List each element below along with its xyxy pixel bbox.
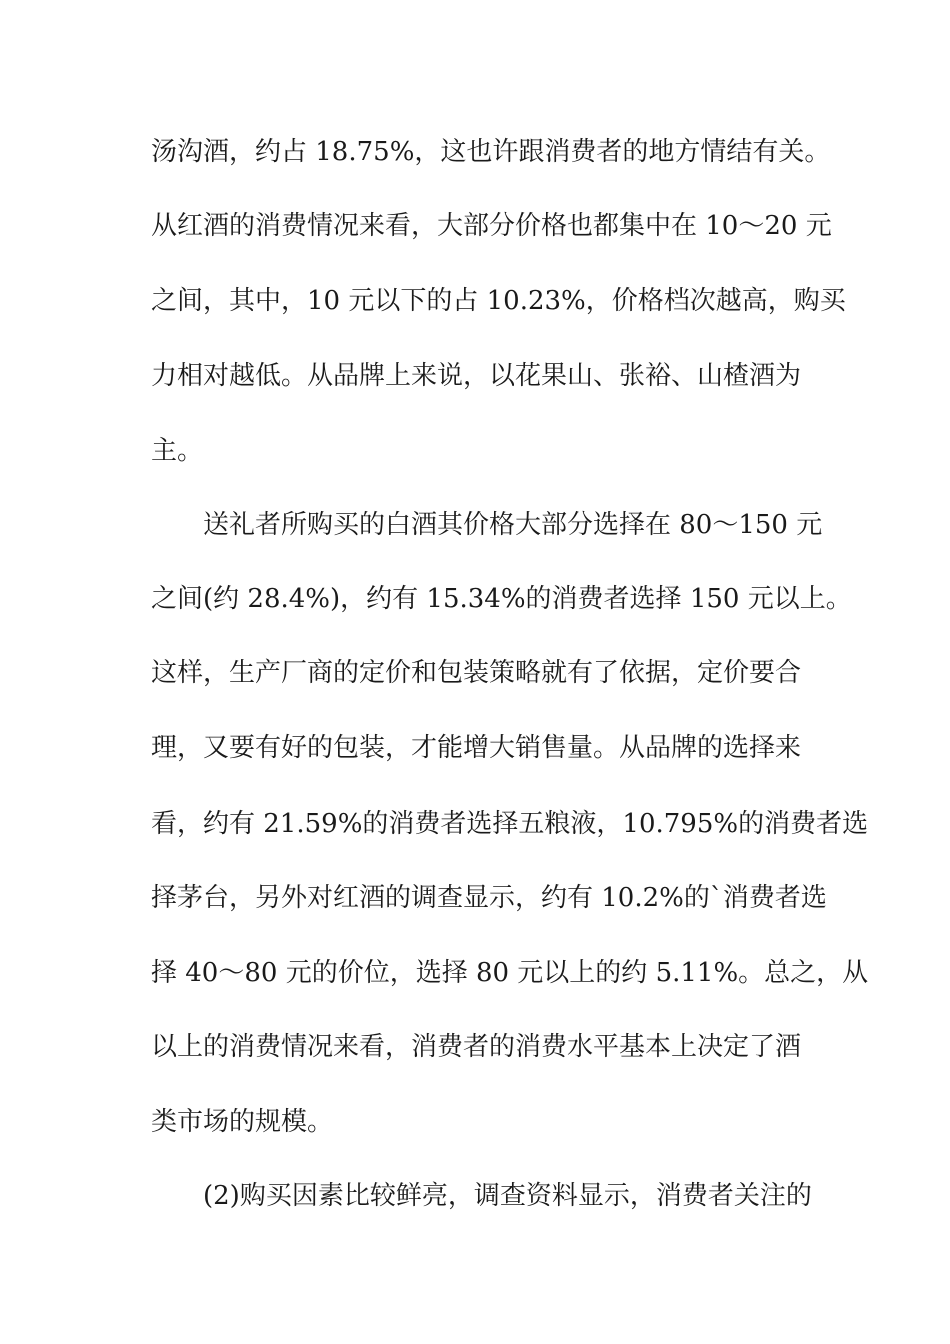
paragraph-start-line: (2)购买因素比较鲜亮，调查资料显示，消费者关注的 — [203, 1181, 812, 1211]
text-line: 这样，生产厂商的定价和包装策略就有了依据，定价要合 — [151, 658, 802, 688]
text-line: 汤沟酒，约占 18.75%，这也许跟消费者的地方情结有关。 — [151, 137, 831, 167]
text-line: 类市场的规模。 — [151, 1107, 334, 1137]
text-line: 主。 — [151, 436, 204, 466]
text-line: 之间，其中，10 元以下的占 10.23%，价格档次越高，购买 — [151, 286, 846, 316]
paragraph-start-line: 送礼者所购买的白酒其价格大部分选择在 80～150 元 — [203, 510, 823, 540]
text-line: 之间(约 28.4%)，约有 15.34%的消费者选择 150 元以上。 — [151, 584, 852, 614]
text-line: 力相对越低。从品牌上来说，以花果山、张裕、山楂酒为 — [151, 361, 802, 391]
text-line: 择茅台，另外对红酒的调查显示，约有 10.2%的`消费者选 — [151, 883, 827, 913]
text-line: 理，又要有好的包装，才能增大销售量。从品牌的选择来 — [151, 733, 802, 763]
text-line: 择 40～80 元的价位，选择 80 元以上的约 5.11%。总之，从 — [151, 958, 869, 988]
text-line: 以上的消费情况来看，消费者的消费水平基本上决定了酒 — [151, 1032, 802, 1062]
text-line: 从红酒的消费情况来看，大部分价格也都集中在 10～20 元 — [151, 211, 832, 241]
text-line: 看，约有 21.59%的消费者选择五粮液，10.795%的消费者选 — [151, 809, 869, 839]
